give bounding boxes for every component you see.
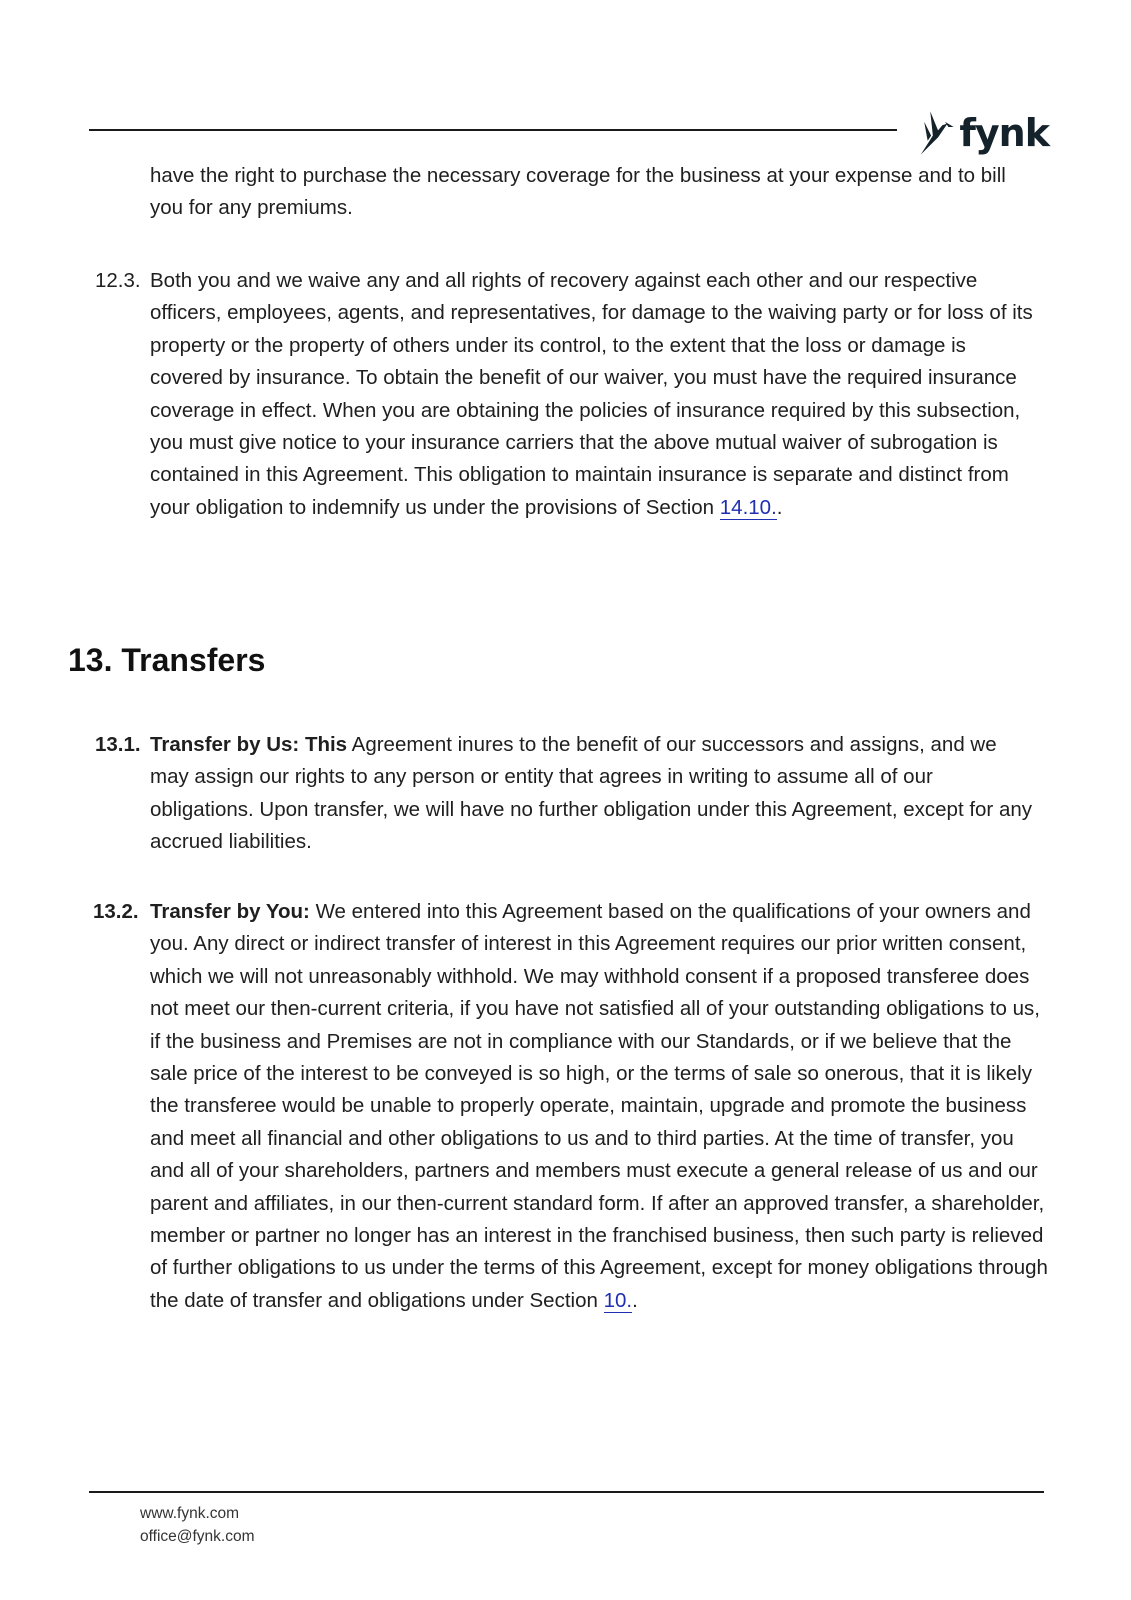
- clause-text: Agreement inures to the benefit of our successors and assigns, and we may assign our rights to any person or entity that agrees in writing to assume all of our obligations. Upon transfer, we will have no further obligation under this Agreement, except for any accrued liabilities.: [150, 733, 1033, 854]
- footer: [140, 1502, 255, 1548]
- header-divider: [89, 129, 897, 131]
- brand-logo: [919, 106, 1049, 160]
- brand-name: fynk: [959, 111, 1049, 155]
- clause-number: 13.1.: [95, 733, 141, 756]
- section-14-10-link[interactable]: 14.10.: [719, 495, 777, 519]
- clause-punctuation: .: [632, 1288, 638, 1312]
- clause-12-3-body: [150, 265, 1040, 524]
- section-heading: 13. Transfers: [68, 642, 266, 678]
- footer-email: office@fynk.com: [140, 1528, 255, 1545]
- clause-punctuation: .: [776, 495, 783, 519]
- footer-divider: [89, 1491, 1044, 1493]
- continuation-paragraph: have the right to purchase the necessary coverage for the business at your expense and to bill you for any premiums.: [150, 164, 1006, 220]
- clause-number: 12.3.: [95, 269, 141, 292]
- fynk-bird-logo-icon: [919, 106, 955, 160]
- section-10-link[interactable]: 10.: [603, 1288, 633, 1312]
- clause-13-2-body: [150, 896, 1050, 1317]
- clause-text: Both you and we waive any and all rights of recovery against each other and our respective officers, employees, agents, and representatives, for damage to the waiving party or for loss of its property or the property of others under its control, to the extent that the loss or damage is covered by insurance. To obtain the benefit of our waiver, you must have the required insurance coverage in effect. When you are obtaining the policies of insurance required by this subsection, you must give notice to your insurance carriers that the above mutual waiver of subrogation is contained in this Agreement. This obligation to maintain insurance is separate and distinct from your obligation to indemnify us under the provisions of Section: [150, 269, 1033, 519]
- footer-website: www.fynk.com: [140, 1505, 240, 1522]
- clause-text: We entered into this Agreement based on the qualifications of your owners and you. Any direct or indirect transfer of interest in this Agreement requires our prior written consent, which we will not unreasonably withhold. We may withhold consent if a proposed transferee does not meet our then-current criteria, if you have not satisfied all of your outstanding obligations to us, if the business and Premises are not in compliance with our Standards, or if we believe that the sale price of the interest to be conveyed is so high, or the terms of sale so onerous, that it is likely the transferee would be unable to properly operate, maintain, upgrade and promote the business and meet all financial and other obligations to us and to third parties. At the time of transfer, you and all of your shareholders, partners and members must execute a general release of us and our parent and affiliates, in our then-current standard form. If after an approved transfer, a shareholder, member or partner no longer has an interest in the franchised business, then such party is relieved of further obligations to us under the terms of this Agreement, except for money obligations through the date of transfer and obligations under Section: [150, 900, 1048, 1312]
- clause-number: 13.2.: [93, 900, 139, 923]
- clause-13-1-body: [150, 729, 1040, 859]
- clause-lead: Transfer by Us: This: [150, 733, 348, 756]
- clause-lead: Transfer by You:: [150, 900, 310, 923]
